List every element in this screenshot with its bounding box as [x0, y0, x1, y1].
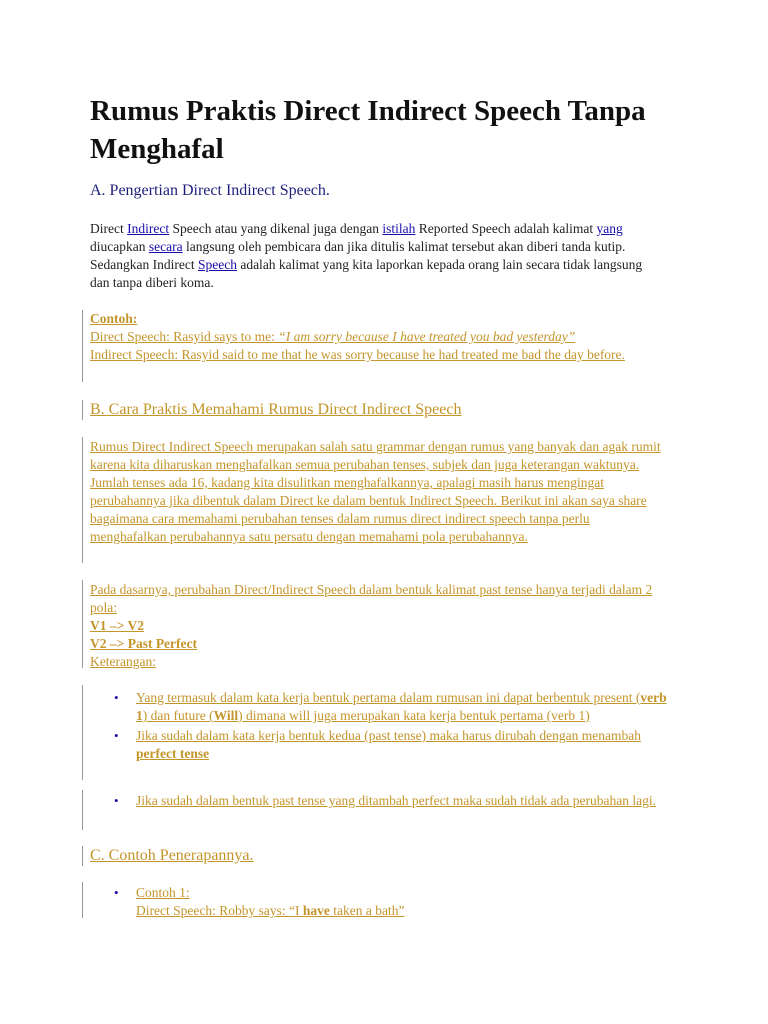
bullet-icon: • [114, 690, 119, 705]
quote-bar [82, 790, 83, 830]
contoh-block [90, 310, 660, 364]
contoh-1-label[interactable]: Contoh 1: [136, 885, 190, 900]
pola-1[interactable]: V1 –> V2 [90, 618, 144, 633]
section-b-paragraph[interactable]: Rumus Direct Indirect Speech merupakan salah satu grammar dengan rumus yang banyak dan agak rumit karena kita diharuskan menghafalkan semua perubahan tenses, subjek dan juga keterangan waktunya. Jumlah tenses ada 16, kadang kita disulitkan menghafalkannya, apalagi masih harus mengingat perubahannya jika dibentuk dalam Direct ke dalam bentuk Indirect Speech. Berikut ini akan saya share bagaimana cara memahami perubahan tenses dalam rumus direct indirect speech tanpa perlu menghafalkan perubahannya satu persatu dengan memahami pola perubahannya. [90, 439, 661, 544]
keterangan-list [90, 689, 680, 763]
direct-quote: “I am sorry because I have treated you bad yesterday” [278, 329, 576, 344]
text: Jika sudah dalam kata kerja bentuk kedua (past tense) maka harus dirubah dengan menambah [136, 728, 641, 743]
contoh-1-direct[interactable] [136, 902, 680, 920]
quote-bar [82, 685, 83, 780]
direct-prefix: Direct Speech: Rasyid says to me: [90, 329, 279, 344]
list-item [90, 727, 680, 763]
pola-2[interactable]: V2 –> Past Perfect [90, 636, 198, 651]
bullet-icon: • [114, 728, 119, 743]
text: ) dimana will juga merupakan kata kerja bentuk pertama (verb 1) [238, 708, 590, 723]
link-yang[interactable]: yang [596, 221, 623, 236]
text: ) dan future ( [142, 708, 214, 723]
list-item [90, 884, 680, 920]
intro-text: Reported Speech adalah kalimat [415, 221, 597, 236]
link-indirect[interactable]: Indirect [127, 221, 170, 236]
quote-bar [82, 437, 83, 563]
quote-bar [82, 882, 83, 918]
link-istilah[interactable]: istilah [382, 221, 416, 236]
pola-block [90, 581, 675, 671]
quote-bar [82, 580, 83, 668]
contoh-label: Contoh: [90, 311, 138, 326]
text: Direct Speech: Robby says: “I [136, 903, 303, 918]
quote-bar [82, 310, 83, 382]
intro-text: Speech atau yang dikenal juga dengan [169, 221, 383, 236]
intro-text: Direct [90, 221, 128, 236]
bold-text: Will [213, 708, 239, 723]
indirect-speech-example[interactable]: Indirect Speech: Rasyid said to me that he was sorry because he had treated me bad the day before. [90, 347, 625, 362]
bold-text: perfect tense [136, 746, 210, 761]
contoh-list [90, 884, 680, 920]
intro-paragraph [90, 220, 660, 292]
quote-bar [82, 846, 83, 866]
bold-text: verb 1 [136, 690, 667, 723]
intro-text: langsung oleh pembicara dan jika ditulis kalimat tersebut akan diberi tanda kutip. Sedangkan Indirect [90, 239, 626, 272]
keterangan-list-2 [90, 792, 680, 810]
bullet-icon: • [114, 793, 119, 808]
page-title: Rumus Praktis Direct Indirect Speech Tanpa Menghafal [90, 95, 646, 165]
list-item-text[interactable]: Jika sudah dalam bentuk past tense yang ditambah perfect maka sudah tidak ada perubahan lagi. [136, 793, 656, 808]
list-item [90, 689, 680, 725]
direct-speech-example[interactable] [90, 328, 660, 346]
intro-text: diucapkan [90, 239, 149, 254]
bold-text: have [302, 903, 330, 918]
list-item-text[interactable] [136, 690, 667, 723]
intro-text: adalah kalimat yang kita laporkan kepada orang lain secara tidak langsung dan tanpa diberi koma. [90, 257, 643, 290]
link-speech[interactable]: Speech [197, 257, 237, 272]
section-b-heading[interactable]: B. Cara Praktis Memahami Rumus Direct Indirect Speech [90, 401, 462, 418]
bullet-icon: • [114, 885, 119, 900]
link-secara[interactable]: secara [148, 239, 183, 254]
section-a-heading: A. Pengertian Direct Indirect Speech. [90, 182, 330, 199]
pola-intro[interactable]: Pada dasarnya, perubahan Direct/Indirect Speech dalam bentuk kalimat past tense hanya terjadi dalam 2 pola: [90, 582, 653, 615]
keterangan-label[interactable]: Keterangan: [90, 654, 156, 669]
text: taken a bath” [329, 903, 405, 918]
list-item-text[interactable] [136, 728, 641, 761]
quote-bar [82, 400, 83, 420]
list-item [90, 792, 680, 810]
section-c-heading[interactable]: C. Contoh Penerapannya. [90, 847, 254, 864]
text: Yang termasuk dalam kata kerja bentuk pertama dalam rumusan ini dapat berbentuk present ( [136, 690, 641, 705]
